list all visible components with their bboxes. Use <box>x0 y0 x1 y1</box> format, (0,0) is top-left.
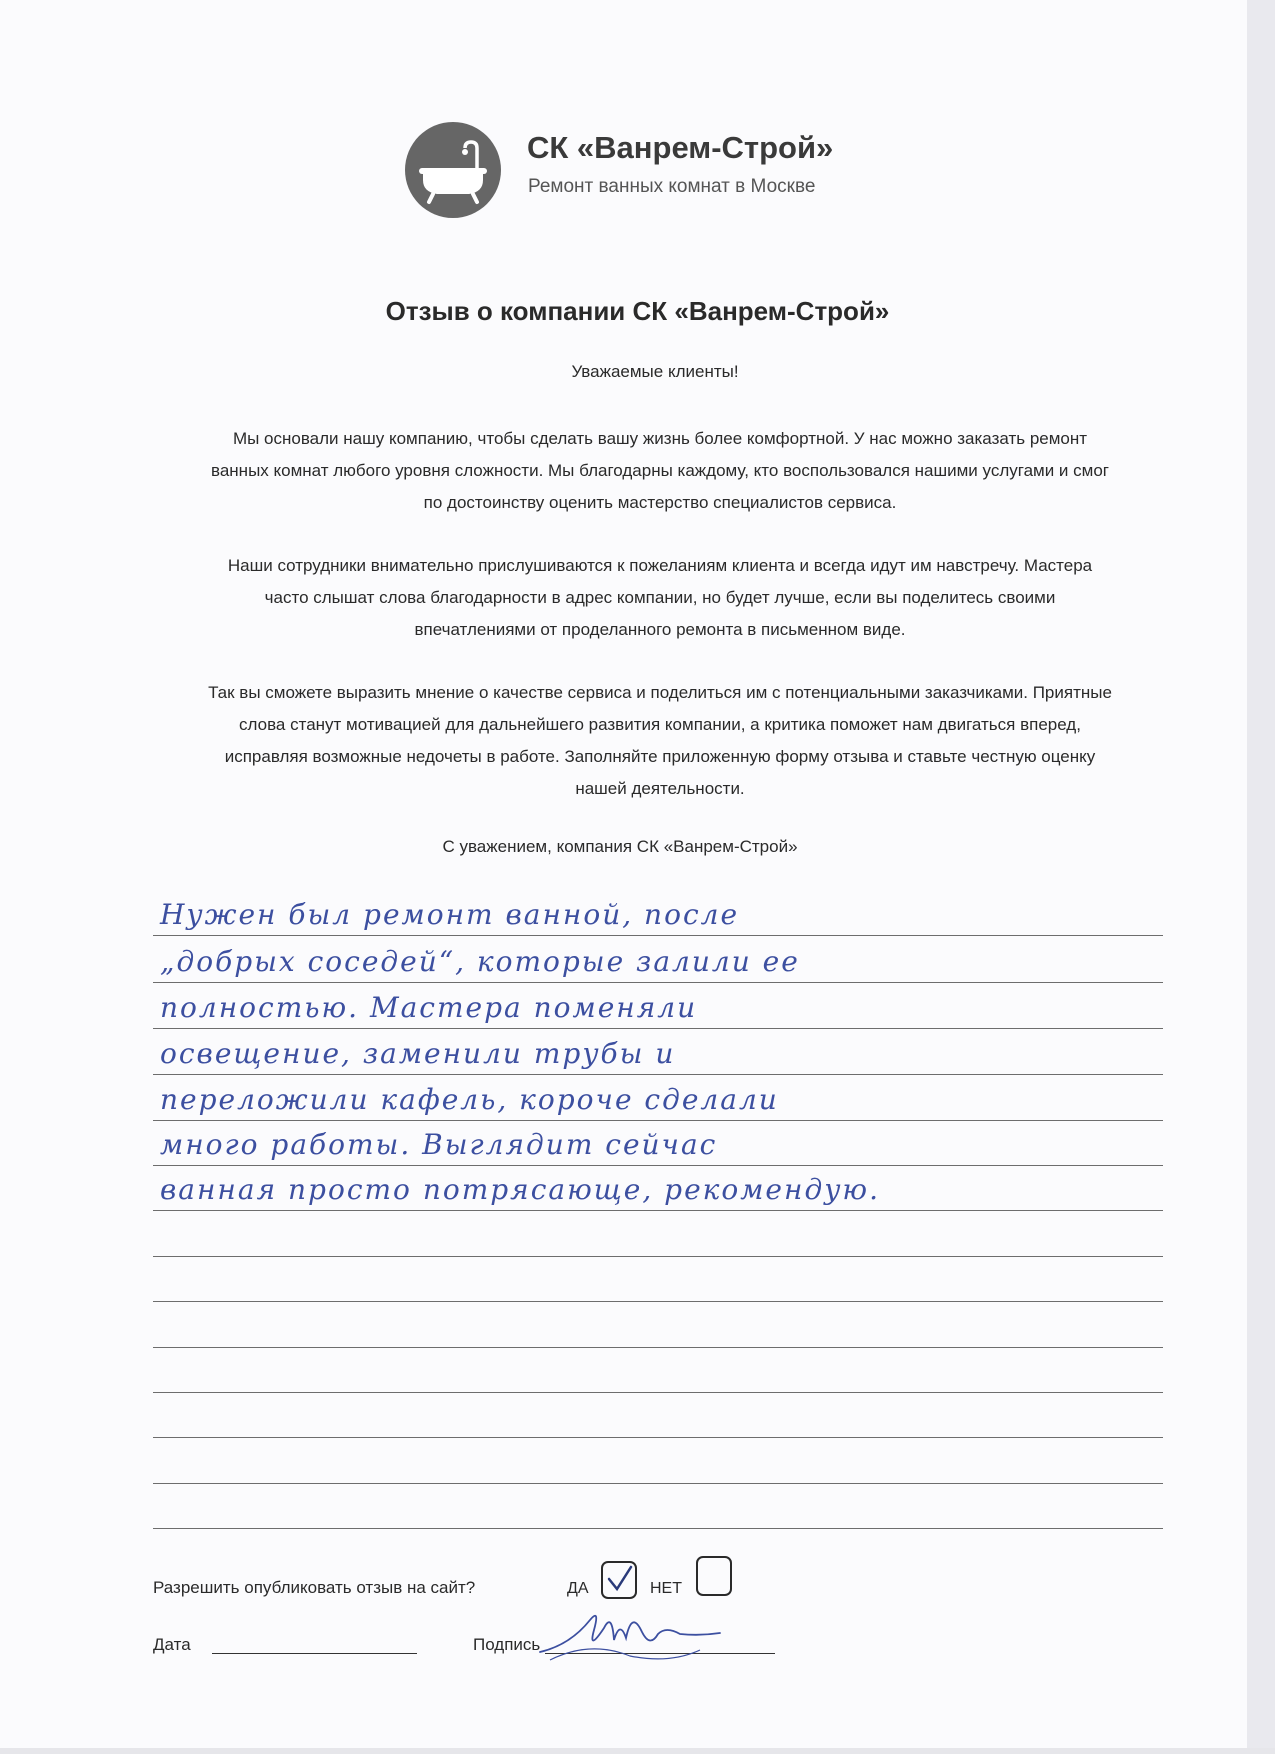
handwritten-line: ванная просто потрясающе, рекомендую. <box>160 1173 880 1206</box>
signature-mark <box>530 1590 730 1670</box>
paragraph-line: слова станут мотивацией для дальнейшего развития компании, а критика поможет нам двигаться вперед, <box>239 715 1081 734</box>
writing-line <box>153 1483 1163 1484</box>
writing-line <box>153 1120 1163 1121</box>
paragraph-line: исправляя возможные недочеты в работе. Заполняйте приложенную форму отзыва и ставьте честную оценку <box>224 747 1096 766</box>
paragraph-line: по достоинству оценить мастерство специалистов сервиса. <box>423 493 897 512</box>
no-label: НЕТ <box>650 1580 682 1597</box>
paragraph-line: Так вы сможете выразить мнение о качестве сервиса и поделиться им с потенциальными заказчиками. Приятные <box>208 683 1112 702</box>
scan-edge <box>1247 0 1275 1754</box>
bathtub-icon <box>405 122 501 218</box>
paragraph-line: Мы основали нашу компанию, чтобы сделать вашу жизнь более комфортной. У нас можно заказать ремонт <box>232 429 1088 448</box>
writing-line <box>153 1210 1163 1211</box>
writing-line <box>153 1437 1163 1438</box>
writing-line <box>153 1392 1163 1393</box>
date-field[interactable] <box>212 1653 417 1654</box>
paragraph-line: впечатлениями от проделанного ремонта в письменном виде. <box>414 620 906 639</box>
writing-line <box>153 1074 1163 1075</box>
publish-question: Разрешить опубликовать отзыв на сайт? <box>153 1578 476 1597</box>
handwritten-line: Нужен был ремонт ванной, после <box>160 898 740 931</box>
company-name: СК «Ванрем-Строй» <box>527 130 834 165</box>
greeting: Уважаемые клиенты! <box>571 362 739 381</box>
company-tagline: Ремонт ванных комнат в Москве <box>528 176 816 197</box>
writing-line <box>153 1256 1163 1257</box>
writing-line <box>153 1028 1163 1029</box>
paragraph-3 <box>145 677 1175 805</box>
paragraph-line: часто слышат слова благодарности в адрес компании, но будет лучше, если вы поделитесь своими <box>264 588 1056 607</box>
page-title: Отзыв о компании СК «Ванрем-Строй» <box>385 296 890 326</box>
writing-line <box>153 1528 1163 1529</box>
writing-line <box>153 1347 1163 1348</box>
writing-line <box>153 1165 1163 1166</box>
paragraph-1 <box>145 423 1175 519</box>
paragraph-line: нашей деятельности. <box>575 779 745 798</box>
handwritten-line: освещение, заменили трубы и <box>160 1037 676 1070</box>
yes-label: ДА <box>567 1580 589 1597</box>
paragraph-line: Наши сотрудники внимательно прислушиваются к пожеланиям клиента и всегда идут им навстречу. Мастера <box>227 556 1093 575</box>
date-label: Дата <box>153 1635 191 1654</box>
handwritten-line: полностью. Мастера поменяли <box>160 991 698 1024</box>
company-logo <box>405 120 905 220</box>
handwritten-line: много работы. Выглядит сейчас <box>160 1128 718 1161</box>
writing-line <box>153 1301 1163 1302</box>
signature-label: Подпись <box>473 1635 541 1654</box>
writing-line <box>153 982 1163 983</box>
writing-line <box>153 935 1163 936</box>
handwritten-line: „добрых соседей“, которые залили ее <box>160 945 800 978</box>
paragraph-line: ванных комнат любого уровня сложности. Мы благодарны каждому, кто воспользовался нашими услугами и смог <box>211 461 1109 480</box>
handwritten-line: переложили кафель, короче сделали <box>160 1083 779 1116</box>
scan-bottom-edge <box>0 1748 1275 1754</box>
closing-line: С уважением, компания СК «Ванрем-Строй» <box>442 837 798 856</box>
paragraph-2 <box>145 550 1175 646</box>
